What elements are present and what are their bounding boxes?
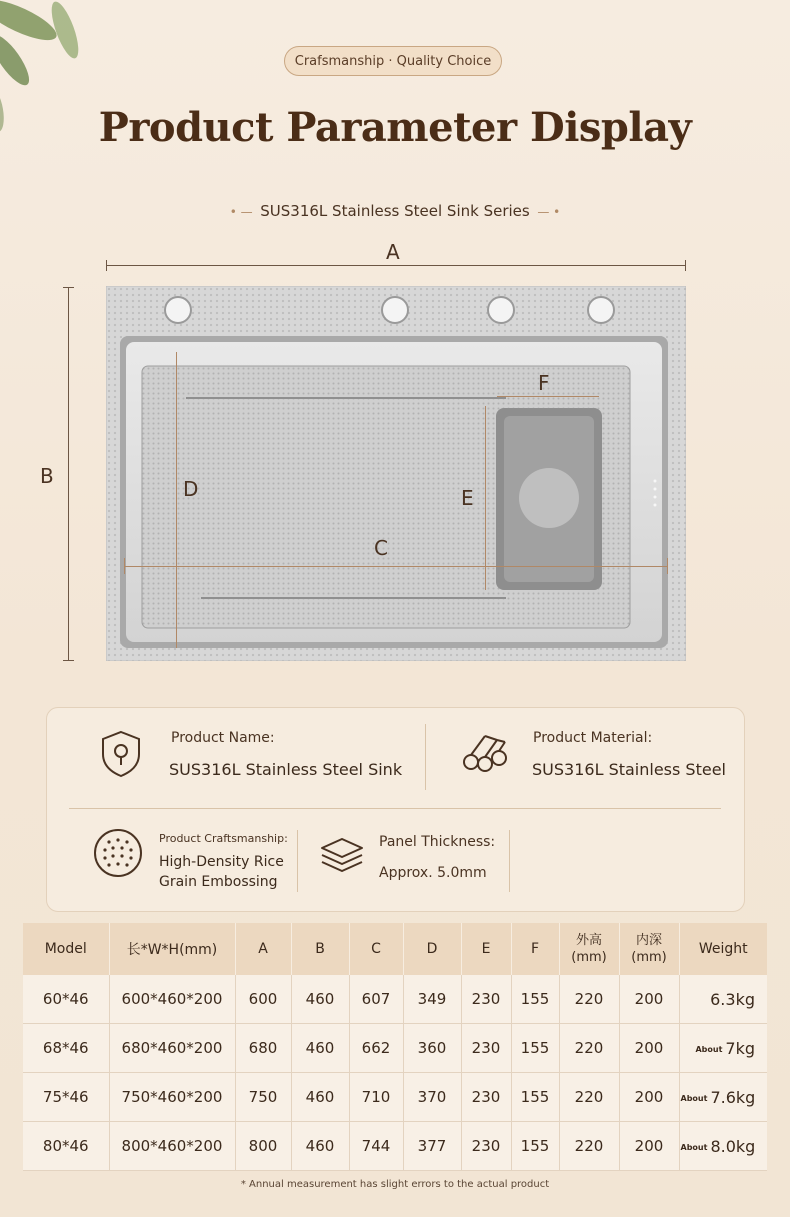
- table-cell: 800*460*200: [109, 1122, 235, 1171]
- table-cell: 60*46: [23, 975, 109, 1024]
- product-name-label: Product Name:: [171, 730, 275, 746]
- table-cell: 220: [559, 1073, 619, 1122]
- table-cell: 230: [461, 1073, 511, 1122]
- footnote: * Annual measurement has slight errors to the actual product: [240, 1179, 550, 1190]
- sink-image: [106, 286, 686, 661]
- table-cell: 155: [511, 1073, 559, 1122]
- dimension-e-line: [485, 406, 486, 590]
- column-header: A: [235, 923, 291, 975]
- table-cell: 750*460*200: [109, 1073, 235, 1122]
- table-cell: 710: [349, 1073, 403, 1122]
- page-subtitle: [0, 202, 790, 220]
- table-cell: 220: [559, 975, 619, 1024]
- table-cell: 460: [291, 1024, 349, 1073]
- table-cell: 155: [511, 1024, 559, 1073]
- table-cell: 220: [559, 1024, 619, 1073]
- shield-icon: [99, 730, 143, 778]
- table-cell: 220: [559, 1122, 619, 1171]
- craftsmanship-label: Product Craftsmanship:: [159, 832, 288, 845]
- craftsmanship-value-line2: Grain Embossing: [159, 874, 278, 890]
- material-value: SUS316L Stainless Steel: [532, 760, 726, 779]
- table-cell: 349: [403, 975, 461, 1024]
- table-cell: About 8.0kg: [679, 1122, 767, 1171]
- info-divider-horizontal: [69, 808, 721, 809]
- info-divider-2: [297, 830, 298, 892]
- dimension-a-tick-left: [106, 260, 107, 271]
- column-header: D: [403, 923, 461, 975]
- table-cell: 607: [349, 975, 403, 1024]
- column-header: 长*W*H(mm): [109, 923, 235, 975]
- column-header: C: [349, 923, 403, 975]
- dimension-a-tick-right: [685, 260, 686, 271]
- table-cell: 6.3kg: [679, 975, 767, 1024]
- table-cell: 75*46: [23, 1073, 109, 1122]
- table-cell: 200: [619, 1122, 679, 1171]
- info-divider-3: [509, 830, 510, 892]
- dimension-c-line: [124, 566, 668, 567]
- table-cell: 230: [461, 1024, 511, 1073]
- table-cell: 370: [403, 1073, 461, 1122]
- column-header: 外高 (mm): [559, 923, 619, 975]
- table-cell: 155: [511, 975, 559, 1024]
- table-row: [23, 1122, 767, 1171]
- spec-table: [23, 923, 767, 1171]
- thickness-label: Panel Thickness:: [379, 834, 496, 850]
- table-cell: 460: [291, 1073, 349, 1122]
- table-cell: 155: [511, 1122, 559, 1171]
- bullet-right: — •: [529, 205, 561, 219]
- dimension-a-label: A: [386, 240, 400, 264]
- table-cell: 80*46: [23, 1122, 109, 1171]
- dimension-f-line: [497, 396, 599, 397]
- table-cell: 600: [235, 975, 291, 1024]
- table-cell: 600*460*200: [109, 975, 235, 1024]
- thickness-value: Approx. 5.0mm: [379, 865, 487, 881]
- table-cell: 662: [349, 1024, 403, 1073]
- table-cell: 68*46: [23, 1024, 109, 1073]
- column-header: B: [291, 923, 349, 975]
- bullet-left: • —: [229, 205, 261, 219]
- layers-icon: [319, 836, 365, 876]
- dimension-b-label: B: [40, 464, 54, 488]
- table-cell: 200: [619, 975, 679, 1024]
- product-name-value: SUS316L Stainless Steel Sink: [169, 760, 403, 779]
- column-header: F: [511, 923, 559, 975]
- table-header-row: [23, 923, 767, 975]
- material-label: Product Material:: [533, 730, 653, 746]
- steel-rods-icon: [459, 728, 511, 774]
- dimension-c-tick-right: [667, 558, 668, 574]
- dimension-c-tick-left: [124, 558, 125, 574]
- table-cell: 230: [461, 975, 511, 1024]
- craftsmanship-value-line1: High-Density Rice: [159, 854, 284, 870]
- subtitle-text: SUS316L Stainless Steel Sink Series: [260, 202, 530, 220]
- dimension-f-label: F: [538, 371, 550, 395]
- dimension-b-tick-top: [63, 287, 74, 288]
- table-cell: 460: [291, 975, 349, 1024]
- table-cell: 680*460*200: [109, 1024, 235, 1073]
- table-cell: About 7.6kg: [679, 1073, 767, 1122]
- dimension-d-line: [176, 352, 177, 648]
- table-cell: 800: [235, 1122, 291, 1171]
- dimension-b-tick-bottom: [63, 660, 74, 661]
- column-header: Weight: [679, 923, 767, 975]
- table-cell: 750: [235, 1073, 291, 1122]
- dimension-a-line: [106, 265, 686, 266]
- dimension-e-label: E: [461, 486, 474, 510]
- dimension-d-label: D: [183, 477, 199, 501]
- table-cell: 744: [349, 1122, 403, 1171]
- product-info-card: [46, 707, 745, 912]
- dot-pattern-icon: [93, 828, 143, 878]
- column-header: Model: [23, 923, 109, 975]
- column-header: E: [461, 923, 511, 975]
- table-cell: 230: [461, 1122, 511, 1171]
- table-cell: 460: [291, 1122, 349, 1171]
- table-cell: 377: [403, 1122, 461, 1171]
- table-cell: 200: [619, 1024, 679, 1073]
- table-cell: 200: [619, 1073, 679, 1122]
- table-cell: About 7kg: [679, 1024, 767, 1073]
- table-row: [23, 1073, 767, 1122]
- dimension-c-label: C: [374, 536, 388, 560]
- page-title: Product Parameter Display: [98, 104, 692, 151]
- table-row: [23, 975, 767, 1024]
- header-badge: Crafsmanship · Quality Choice: [284, 46, 502, 76]
- column-header: 内深 (mm): [619, 923, 679, 975]
- info-divider-1: [425, 724, 426, 790]
- table-row: [23, 1024, 767, 1073]
- table-cell: 680: [235, 1024, 291, 1073]
- dimension-b-line: [68, 287, 69, 661]
- table-cell: 360: [403, 1024, 461, 1073]
